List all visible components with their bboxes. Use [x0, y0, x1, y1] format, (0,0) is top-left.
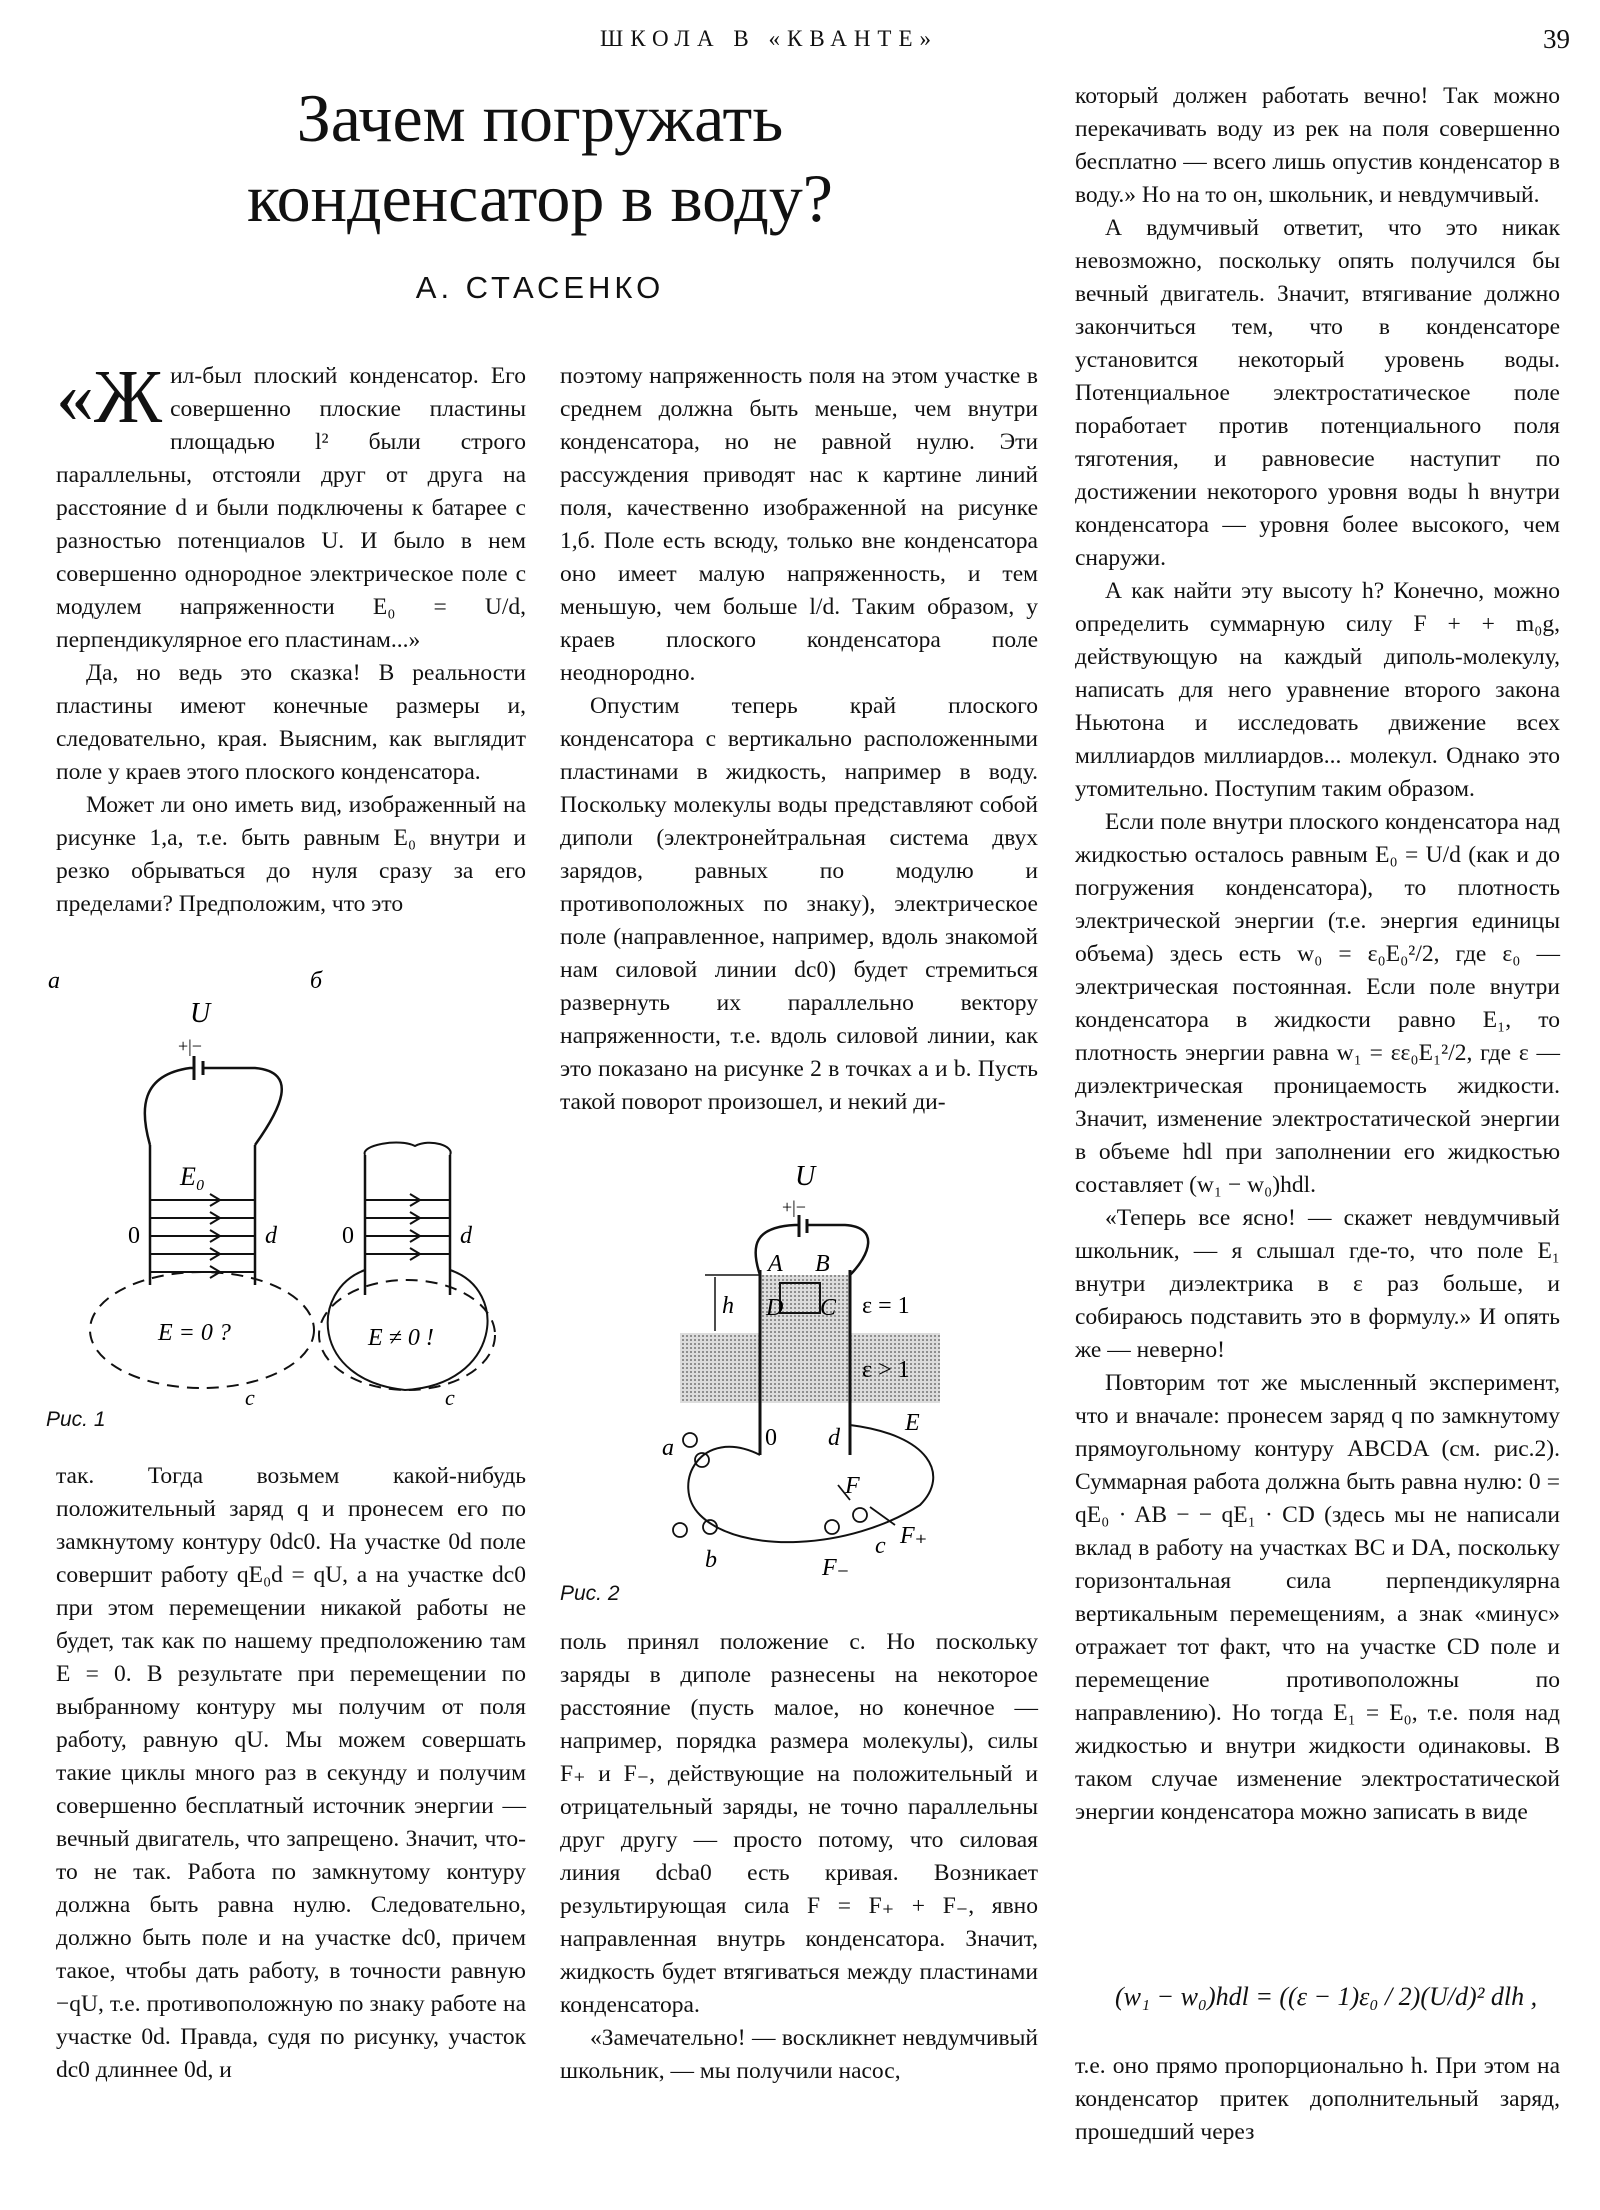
paragraph: так. Тогда возьмем какой-нибудь положительный заряд q и пронесем его по замкнутому контуру 0dc0. На участке 0d поле совершит работу qE₀d = qU, а на участке dc0 при этом перемещении никакой работы не будет, так как по нашему предположению там E = 0. В результате при перемещении по выбранному контуру мы получим от поля работу, равную qU. Мы можем совершать такие циклы много раз в секунду и получим совершенно бесплатный источник энергии — вечный двигатель, что запрещено. Значит, что-то не так. Работа по замкнутому контуру должна быть равна нулю. Следовательно, должно быть поле и на участке dc0, причем такое, чтобы дать работу, в точности равную −qU, т.е. противоположную по знаку работе на участке 0d. Правда, судя по рисунку, участок dc0 длиннее 0d, и [56, 1463, 526, 2083]
paragraph: Повторим тот же мысленный эксперимент, что и вначале: пронесем заряд q по замкнутому прямоугольному контуру ABCDA (см. рис.2). Суммарная работа должна быть равна нулю: 0 = qE₀ · AB − − qE₁ · CD (здесь мы не написали вклад в работу на участках BC и DA, поскольку горизонтальная сила перпендикулярна вертикальным перемещениям, а знак «минус» отражает тот факт, что на участке CD поле и перемещение противоположны по направлению). Но тогда E₁ = E₀, т.е. поля над жидкостью и внутри жидкости одинаковы. В таком случае изменение электростатической энергии конденсатора можно записать в виде [1075, 1370, 1560, 1825]
fig1-field-lines-b [365, 1200, 450, 1254]
fig2-dipoles [673, 1433, 895, 1537]
page-number: 39 [1543, 24, 1570, 54]
fig1-panel-b-label: б [310, 968, 323, 994]
energy-formula: (w₁ − w₀)hdl = ((ε − 1)ε₀ / 2)(U/d)² dlh , [1115, 1982, 1538, 2011]
paragraph: Может ли оно иметь вид, изображенный на рисунке 1,а, т.е. быть равным E₀ внутри и резко обрываться до нуля сразу за его пределами? Предположим, что это [56, 792, 526, 917]
title-line-2: конденсатор в воду? [247, 160, 833, 236]
paragraph-text: ил-был плоский конденсатор. Его совершенно плоские пластины площадью l² были строго параллельны, отстояли друг от друга на расстояние d и были подключены к батарее с разностью потенциалов U. И было в нем совершенно однородное электрическое поле с модулем напряженности E₀ = U/d, перпендикулярное его пластинам...» [56, 363, 526, 653]
paragraph: А как найти эту высоту h? Конечно, можно определить суммарную силу F + + m₀g, действующую на каждый диполь-молекулу, написать для него уравнение второго закона Ньютона и исследовать движение всех миллиардов миллиардов... молекул. Однако это утомительно. Поступим таким образом. [1075, 578, 1560, 802]
fig2-A: A [768, 1251, 783, 1277]
fig1-wire [145, 1068, 282, 1145]
fig1-c-b: c [445, 1385, 455, 1410]
fig2-F-minus: F₋ [822, 1555, 850, 1581]
paragraph: поль принял положение c. Но поскольку заряды в диполе разнесены на некоторое расстояние (пусть малое, но конечное — например, порядка размера молекулы), силы F₊ и F₋, действующие на положительный и отрицательный заряды, не точно параллельны друг другу — просто потому, что силовая линия dcba0 есть кривая. Возникает результирующая сила F = F₊ + F₋, явно направленная внутрь конденсатора. Значит, жидкость будет втягиваться между пластинами конденсатора. [560, 1629, 1038, 2018]
fig2-liquid-left [680, 1333, 760, 1403]
fig2-eps-air: ε = 1 [862, 1293, 910, 1319]
fig1-battery-label: U [190, 998, 211, 1029]
fig2-h-label: h [722, 1293, 734, 1319]
paragraph: т.е. оно прямо пропорционально h. При этом на конденсатор притек дополнительный заряд, прошедший через [1075, 2053, 1560, 2145]
paragraph: Да, но ведь это сказка! В реальности пластины имеют конечные размеры и, следовательно, края. Выясним, как выглядит поле у краев этого плоского конденсатора. [56, 660, 526, 785]
fig2-b: b [705, 1547, 717, 1573]
column-1-top [56, 355, 526, 921]
fig2-field-line [688, 1425, 933, 1542]
fig2-F: F [845, 1473, 860, 1499]
figure-2 [550, 1155, 1040, 1625]
paragraph: «Теперь все ясно! — скажет невдумчивый школьник, — я слышал где-то, что поле E₁ внутри диэлектрика в ε раз больше, и собираюсь подставить это в формулу.» И опять же — неверно! [1075, 1205, 1560, 1363]
fig2-d: d [828, 1425, 840, 1451]
column-2-bottom [560, 1626, 1038, 2088]
article-title [180, 78, 900, 238]
figure-1-caption: Рис. 1 [46, 1408, 106, 1431]
fig1-arrowheads-b [410, 1194, 420, 1260]
fig1-battery-signs: +|− [178, 1036, 202, 1056]
fig2-B: B [815, 1251, 830, 1277]
fig1-field-label: E₀ [180, 1162, 205, 1191]
fig2-eps-liquid: ε > 1 [862, 1357, 910, 1383]
fig1-field-lines-a [150, 1200, 255, 1272]
fig1-c-a: c [245, 1385, 255, 1410]
fig1-zero-b: 0 [342, 1223, 354, 1249]
paragraph: Опустим теперь край плоского конденсатора с вертикально расположенными пластинами в жидкость, например в воду. Поскольку молекулы воды представляют собой диполи (электронейтральная система двух зарядов, равных по модулю и противоположных по знаку), электрическое поле (направленное, например, вдоль знакомой нам силовой линии dc0) будет стремиться развернуть их параллельно вектору напряженности, т.е. вдоль силовой линии, как это показано на рисунке 2 в точках a и b. Пусть такой поворот произошел, и некий ди- [560, 693, 1038, 1115]
paragraph: Если поле внутри плоского конденсатора над жидкостью осталось равным E₀ = U/d (как и до погружения конденсатора), то плотность электрической энергии (т.е. энергия единицы объема) здесь есть w₀ = ε₀E₀²/2, где ε₀ — электрическая постоянная. Если поле внутри конденсатора в жидкости равно E₁, то плотность энергии равна w₁ = εε₀E₁²/2, где ε — диэлектрическая проницаемость жидкости. Значит, изменение электростатической энергии в объеме hdl при заполнении его жидкостью составляет (w₁ − w₀)hdl. [1075, 809, 1560, 1198]
column-3-end [1075, 2050, 1560, 2149]
fig2-battery-label: U [795, 1161, 816, 1192]
fig2-c: c [875, 1533, 886, 1559]
fig2-E: E [905, 1410, 920, 1436]
fig1-inner-a: E = 0 ? [158, 1320, 231, 1346]
column-2-top [560, 360, 1038, 1119]
column-1-bottom [56, 1460, 526, 2087]
paragraph: «Замечательно! — воскликнет невдумчивый школьник, — мы получили насос, [560, 2025, 1038, 2084]
fig2-zero: 0 [765, 1425, 777, 1451]
fig1-zero-a: 0 [128, 1223, 140, 1249]
title-line-1: Зачем погружать [296, 80, 784, 156]
fig1-panel-a-label: а [48, 968, 60, 994]
column-3 [1075, 80, 1560, 1829]
paragraph: поэтому напряженность поля на этом участке в среднем должна быть меньше, чем внутри конденсатора, но не равной нулю. Эти рассуждения приводят нас к картине линий поля, качественно изображенной на рисунке 1,б. Поле есть всюду, только вне конденсатора оно имеет малую напряженность, и тем меньшую, чем больше l/d. Таким образом, у краев плоского конденсатора поле неоднородно. [560, 363, 1038, 686]
fig2-D: D [766, 1295, 784, 1321]
fig1-d-b: d [460, 1223, 472, 1249]
running-title: ШКОЛА В «КВАНТЕ» [600, 26, 939, 51]
paragraph [56, 355, 526, 657]
paragraph: который должен работать вечно! Так можно перекачивать воду из рек на поля совершенно бесплатно — всего лишь опустив конденсатор в воду.» Но на то он, школьник, и невдумчивый. [1075, 83, 1560, 208]
article-author: А. СТАСЕНКО [415, 270, 665, 305]
paragraph: А вдумчивый ответит, что это никак невозможно, поскольку опять получился бы вечный двигатель. Значит, втягивание должно закончиться тем, что в конденсаторе установится некоторый уровень воды. Потенциальное электростатическое поле поработает против потенциального поля тяготения, и равновесие наступит по достижении некоторого уровня воды h внутри конденсатора — уровня более высокого, чем снаружи. [1075, 215, 1560, 571]
fig1-inner-b: E ≠ 0 ! [368, 1325, 434, 1351]
fig2-F-plus: F₊ [900, 1523, 928, 1549]
fig1-d-a: d [265, 1223, 277, 1249]
fig2-battery-signs: +|− [782, 1197, 806, 1217]
fig1-wire-b [365, 1143, 451, 1155]
figure-2-caption: Рис. 2 [560, 1582, 620, 1605]
fig2-C: C [820, 1295, 837, 1321]
figure-1 [40, 960, 540, 1440]
drop-cap: «Ж [56, 355, 163, 439]
fig2-a: a [662, 1435, 674, 1461]
